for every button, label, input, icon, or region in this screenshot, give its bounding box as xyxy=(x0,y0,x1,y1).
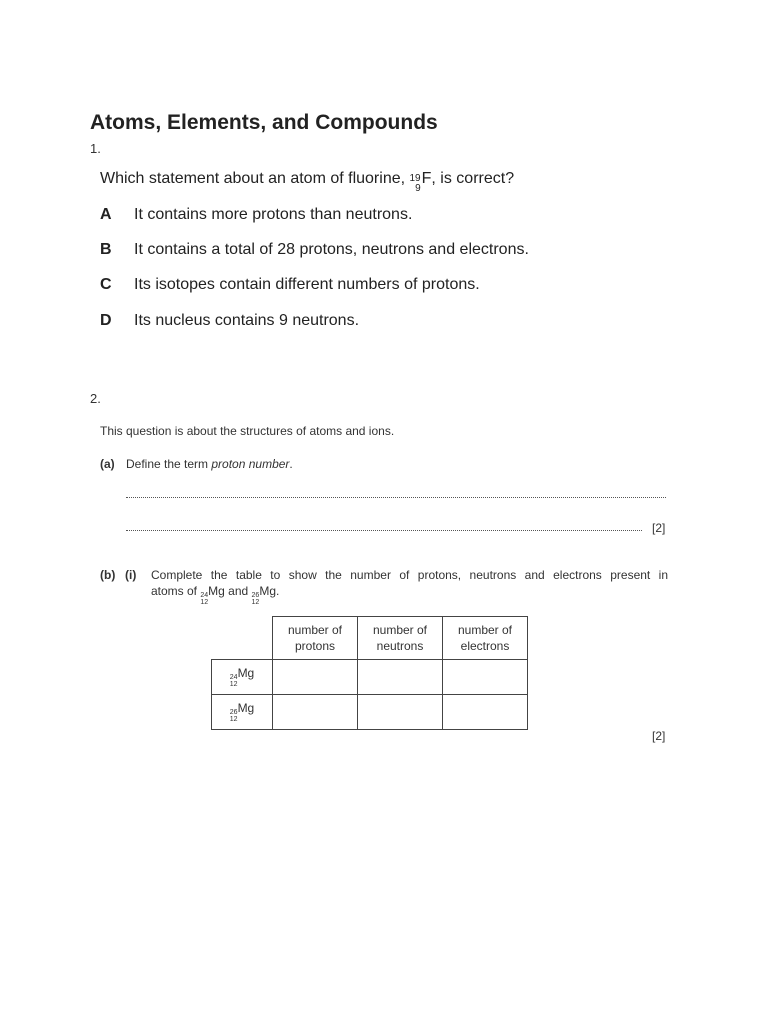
option-b[interactable] xyxy=(100,241,529,259)
question-1-stem-end: , is correct? xyxy=(431,170,515,187)
nuclide-numbers xyxy=(230,674,238,688)
header-neutrons xyxy=(358,617,443,660)
option-c[interactable] xyxy=(100,276,480,294)
question-1-stem-start: Which statement about an atom of fluorine, xyxy=(100,170,410,187)
part-b-text-and: and xyxy=(224,584,252,598)
cell-mg24-protons[interactable] xyxy=(273,660,358,695)
part-a-prompt xyxy=(100,457,293,471)
option-d[interactable] xyxy=(100,312,359,330)
nuclide-numbers xyxy=(230,709,238,723)
part-b-sublabel: (i) xyxy=(125,568,137,582)
part-a-label: (a) xyxy=(100,457,115,471)
mg24-inline-mass: 24 xyxy=(200,592,209,599)
question-2-intro: This question is about the structures of atoms and ions. xyxy=(100,424,395,438)
header-line: neutrons xyxy=(376,639,424,653)
option-text: It contains more protons than neutrons. xyxy=(134,206,413,223)
mass-number: 26 xyxy=(229,709,238,716)
part-b-text-line-1: Complete the table to show the number of protons, neutrons and electrons present in xyxy=(151,568,668,582)
mg26-inline-mass: 26 xyxy=(251,592,260,599)
answer-line-2[interactable] xyxy=(126,530,642,531)
table-corner xyxy=(212,617,273,660)
cell-mg24-neutrons[interactable] xyxy=(358,660,443,695)
fluorine-mass-number: 19 xyxy=(409,173,421,184)
header-line: protons xyxy=(294,639,336,653)
atomic-number: 12 xyxy=(229,716,238,723)
atomic-number: 12 xyxy=(229,681,238,688)
answer-line-1[interactable] xyxy=(126,497,666,498)
part-b-text-start: atoms of xyxy=(151,584,201,598)
mg26-inline-atomic: 12 xyxy=(251,599,260,606)
element-symbol: Mg xyxy=(237,701,255,715)
question-1-number: 1. xyxy=(90,141,101,156)
header-line: number of xyxy=(372,623,428,637)
option-text: It contains a total of 28 protons, neutrons and electrons. xyxy=(134,241,529,258)
cell-mg26-electrons[interactable] xyxy=(443,695,528,730)
fluorine-symbol: F xyxy=(421,170,432,187)
part-a-text-end: . xyxy=(289,457,293,471)
option-text: Its isotopes contain different numbers of protons. xyxy=(134,276,480,293)
table-row xyxy=(212,695,528,730)
option-a[interactable] xyxy=(100,206,412,224)
fluorine-atomic-number: 9 xyxy=(415,183,421,194)
page-title: Atoms, Elements, and Compounds xyxy=(90,111,438,134)
header-line: number of xyxy=(287,623,343,637)
option-letter: A xyxy=(100,206,112,223)
part-b-marks: [2] xyxy=(652,729,666,743)
option-letter: C xyxy=(100,276,112,293)
row-label-mg24 xyxy=(212,660,273,695)
part-b-text-end: . xyxy=(276,584,280,598)
cell-mg26-protons[interactable] xyxy=(273,695,358,730)
option-letter: B xyxy=(100,241,112,258)
mg24-inline-symbol: Mg xyxy=(208,584,225,598)
part-b-text-line-2 xyxy=(151,584,279,606)
table-row xyxy=(212,660,528,695)
part-b-label: (b) xyxy=(100,568,116,582)
mg26-inline-symbol: Mg xyxy=(259,584,276,598)
table-header-row xyxy=(212,617,528,660)
header-line: number of xyxy=(457,623,513,637)
part-a-term: proton number xyxy=(211,457,290,471)
header-electrons xyxy=(443,617,528,660)
part-a-text-start: Define the term xyxy=(126,457,212,471)
question-2-number: 2. xyxy=(90,391,101,406)
element-symbol: Mg xyxy=(237,666,255,680)
header-line: electrons xyxy=(460,639,510,653)
option-letter: D xyxy=(100,312,112,329)
mg24-inline-atomic: 12 xyxy=(200,599,209,606)
question-1-stem xyxy=(100,170,514,194)
row-label-mg26 xyxy=(212,695,273,730)
option-text: Its nucleus contains 9 neutrons. xyxy=(134,312,360,329)
cell-mg26-neutrons[interactable] xyxy=(358,695,443,730)
fluorine-nuclide xyxy=(410,170,432,194)
isotope-table xyxy=(211,616,528,730)
mg24-inline-numbers xyxy=(200,592,208,606)
part-b-label-group xyxy=(100,568,136,582)
header-protons xyxy=(273,617,358,660)
mass-number: 24 xyxy=(229,674,238,681)
cell-mg24-electrons[interactable] xyxy=(443,660,528,695)
part-a-marks: [2] xyxy=(652,521,666,535)
